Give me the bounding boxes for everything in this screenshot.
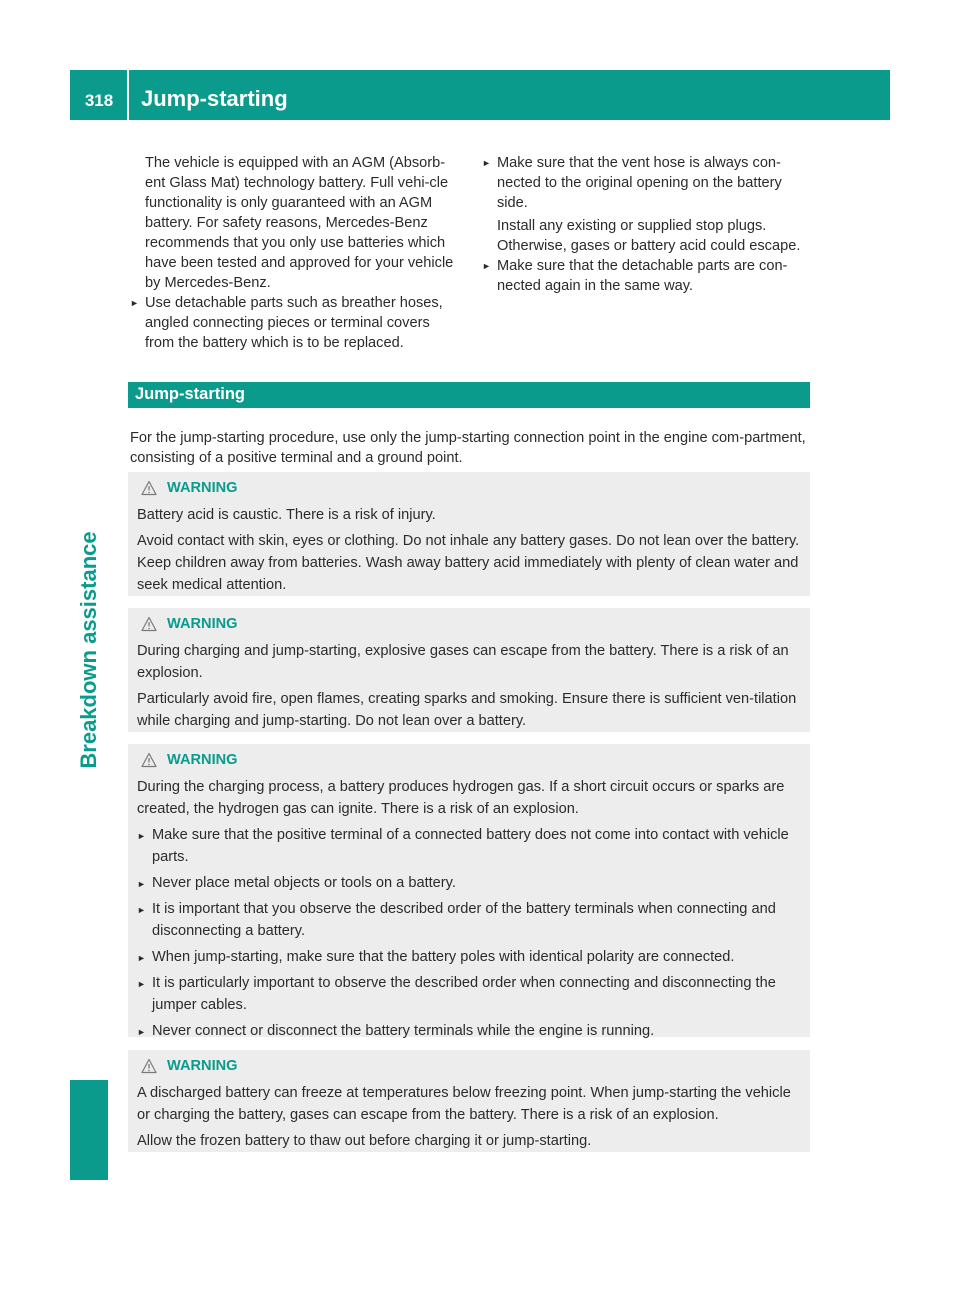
list-item: ► When jump-starting, make sure that the battery poles with identical polarity are connected. xyxy=(137,946,801,968)
list-item: ► Use detachable parts such as breather hoses, angled connecting pieces or terminal covers from the battery which is to be replaced. xyxy=(130,293,460,353)
warning-box xyxy=(128,608,810,732)
warning-triangle-icon xyxy=(141,480,157,496)
section-title: Jump-starting xyxy=(135,385,246,403)
warning-label: WARNING xyxy=(167,616,238,632)
agm-battery-paragraph: The vehicle is equipped with an AGM (Absorb-ent Glass Mat) technology battery. Full vehi-cle functionality is only guaranteed with an AGM battery. For safety reasons, Mercedes-Benz recommends that you only use batteries which have been tested and approved for your vehicle by Mercedes-Benz. xyxy=(145,155,454,291)
list-item: ► Never connect or disconnect the battery terminals while the engine is running. xyxy=(137,1020,801,1042)
warning-box xyxy=(128,744,810,1037)
page-title: Jump-starting xyxy=(141,86,288,111)
warning-header xyxy=(137,1055,801,1077)
list-item: ► Make sure that the detachable parts are con-nected again in the same way. xyxy=(482,256,812,296)
warning-text: Avoid contact with skin, eyes or clothing. Do not inhale any battery gases. Do not lean over the battery. Keep children away from batteries. Wash away battery acid immediately with plenty of clean water and seek medical attention. xyxy=(137,533,800,593)
warning-text: Allow the frozen battery to thaw out before charging it or jump-starting. xyxy=(137,1133,592,1149)
left-column xyxy=(130,153,460,353)
warning-text: Battery acid is caustic. There is a risk of injury. xyxy=(137,507,436,523)
warning-header xyxy=(137,613,801,635)
warning-triangle-icon xyxy=(141,1058,157,1074)
list-item-subtext: Install any existing or supplied stop plugs. Otherwise, gases or battery acid could escape. xyxy=(497,218,801,254)
warning-header xyxy=(137,749,801,771)
warning-text: Particularly avoid fire, open flames, creating sparks and smoking. Ensure there is sufficient ven-tilation while charging and jump-starting. Do not lean over a battery. xyxy=(137,691,797,729)
warning-text: During charging and jump-starting, explosive gases can escape from the battery. There is a risk of an explosion. xyxy=(137,643,789,681)
list-item: ► It is particularly important to observe the described order when connecting and disconnecting the jumper cables. xyxy=(137,972,801,1016)
header-divider xyxy=(127,70,129,126)
warning-box xyxy=(128,1050,810,1152)
list-item: ► Make sure that the positive terminal of a connected battery does not come into contact with vehicle parts. xyxy=(137,824,801,868)
page-number: 318 xyxy=(84,91,114,110)
right-column xyxy=(482,153,812,296)
chapter-side-label-text: Breakdown assistance xyxy=(76,531,101,769)
list-item: ► Never place metal objects or tools on a battery. xyxy=(137,872,801,894)
warning-label: WARNING xyxy=(167,1058,238,1074)
warning-header xyxy=(137,477,801,499)
warning-label: WARNING xyxy=(167,752,238,768)
warning-triangle-icon xyxy=(141,616,157,632)
list-item: ► It is important that you observe the described order of the battery terminals when connecting and disconnecting a battery. xyxy=(137,898,801,942)
warning-text: During the charging process, a battery produces hydrogen gas. If a short circuit occurs or sparks are created, the hydrogen gas can ignite. There is a risk of an explosion. xyxy=(137,779,785,817)
chapter-side-block xyxy=(70,1080,108,1180)
warning-label: WARNING xyxy=(167,480,238,496)
warning-box xyxy=(128,472,810,596)
warning-text: A discharged battery can freeze at temperatures below freezing point. When jump-starting the vehicle or charging the battery, gases can escape from the battery. There is a risk of an explosion. xyxy=(137,1085,791,1123)
section-intro: For the jump-starting procedure, use only the jump-starting connection point in the engine com-partment, consisting of a positive terminal and a ground point. xyxy=(130,430,806,466)
list-item: ► Make sure that the vent hose is always con-nected to the original opening on the battery side. xyxy=(482,153,812,213)
warning-triangle-icon xyxy=(141,752,157,768)
